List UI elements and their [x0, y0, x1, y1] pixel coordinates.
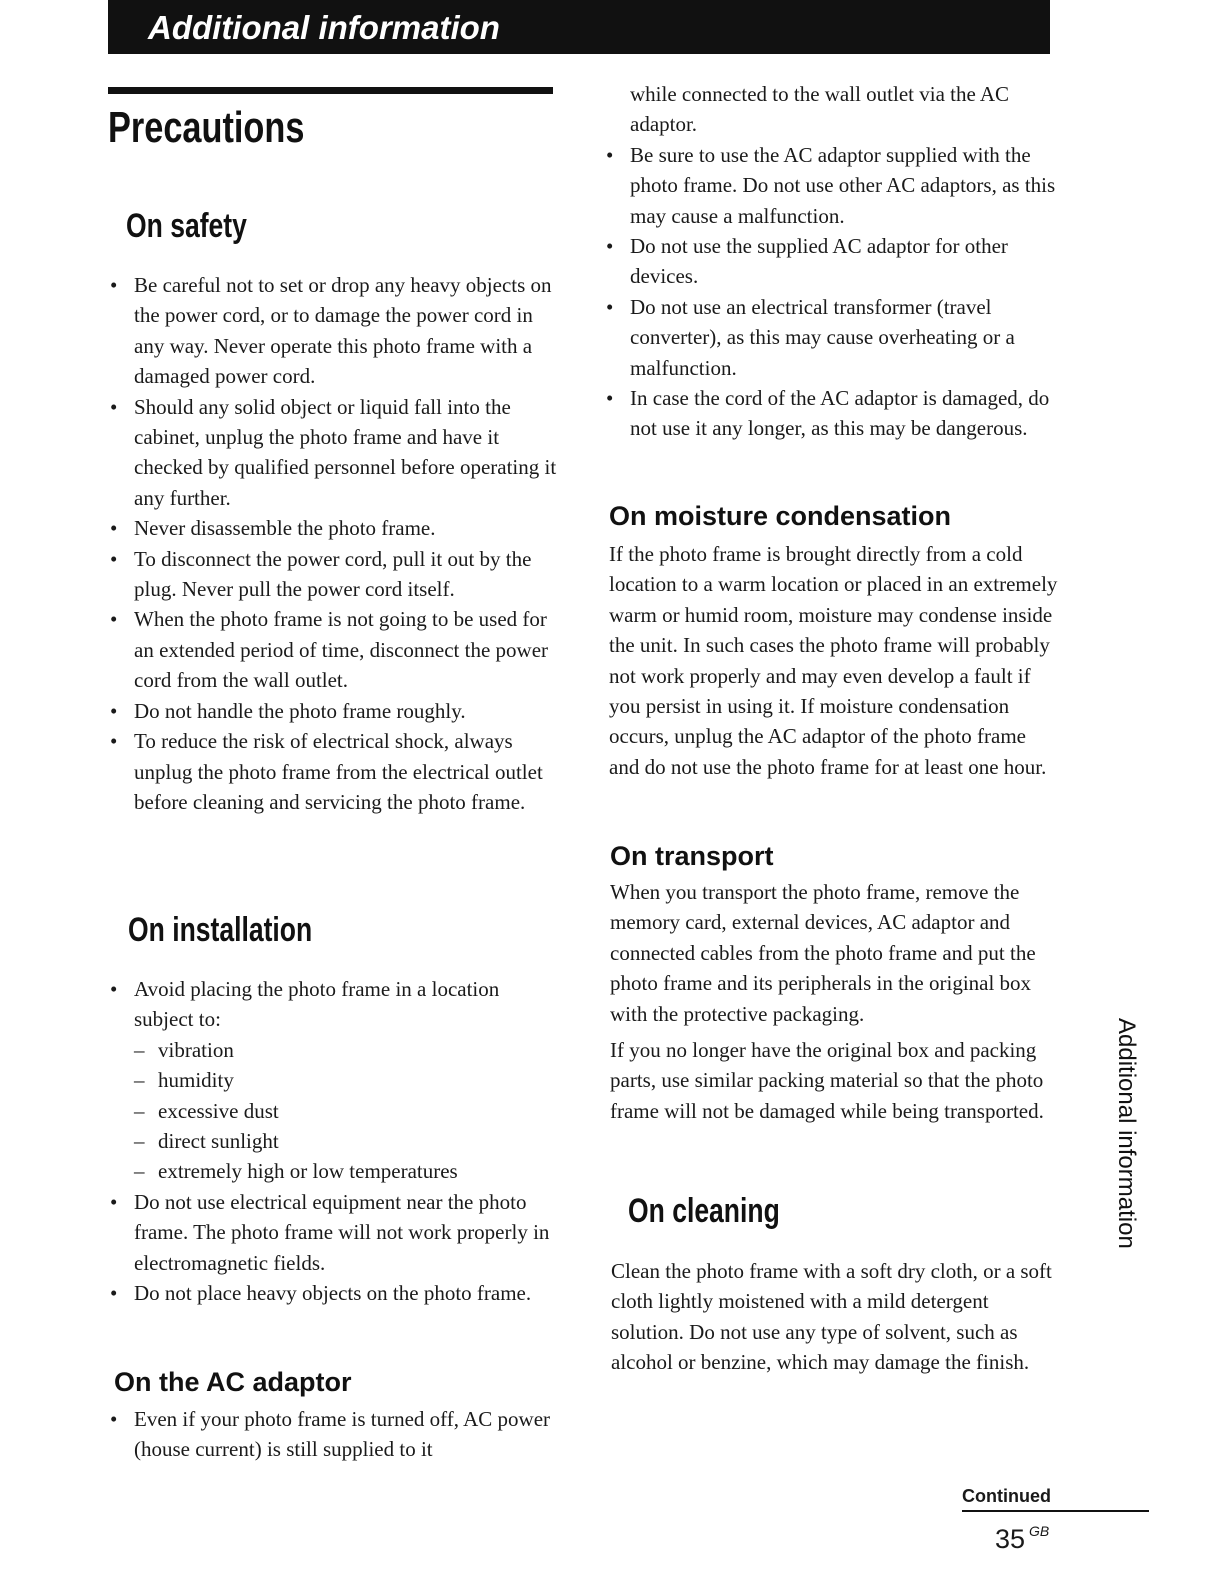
transport-paragraph-1: When you transport the photo frame, remove the memory card, external devices, AC adaptor and connected cables from the photo frame and put the photo frame and its peripherals in the original box with the protective packaging. [610, 880, 1036, 1026]
safety-list [108, 270, 560, 817]
page-title: Precautions [108, 103, 305, 152]
installation-subitem-humidity: – humidity [134, 1065, 560, 1095]
ac-adaptor-item-5: • In case the cord of the AC adaptor is damaged, do not use it any longer, as this may be dangerous. [604, 383, 1056, 444]
safety-item-6: • Do not handle the photo frame roughly. [108, 696, 560, 726]
ac-adaptor-item-3: • Do not use the supplied AC adaptor for other devices. [604, 231, 1056, 292]
transport-paragraph-2: If you no longer have the original box and packing parts, use similar packing material so that the photo frame will not be damaged while being transported. [610, 1038, 1044, 1123]
title-rule [108, 87, 553, 94]
heading-on-cleaning: On cleaning [628, 1192, 780, 1230]
safety-item-1: • Be careful not to set or drop any heavy objects on the power cord, or to damage the power cord in any way. Never operate this photo frame with a damaged power cord. [108, 270, 560, 392]
ac-adaptor-list [108, 1404, 560, 1465]
installation-subitem-sunlight: – direct sunlight [134, 1126, 560, 1156]
section-header-title: Additional information [148, 9, 500, 46]
safety-item-7: • To reduce the risk of electrical shock, always unplug the photo frame from the electrical outlet before cleaning and servicing the photo frame. [108, 726, 560, 817]
installation-item-3: • Do not place heavy objects on the photo frame. [108, 1278, 560, 1308]
heading-on-installation: On installation [128, 911, 313, 949]
heading-on-transport: On transport [610, 841, 774, 871]
heading-on-moisture-condensation: On moisture condensation [609, 501, 952, 531]
ac-adaptor-list-container [108, 1404, 560, 1465]
ac-adaptor-item-2: • Be sure to use the AC adaptor supplied with the photo frame. Do not use other AC adaptors, as this may cause a malfunction. [604, 140, 1056, 231]
safety-item-4: • To disconnect the power cord, pull it out by the plug. Never pull the power cord itself. [108, 544, 560, 605]
cleaning-section [611, 1256, 1061, 1378]
safety-item-2: • Should any solid object or liquid fall into the cabinet, unplug the photo frame and have it checked by qualified personnel before operating it any further. [108, 392, 560, 514]
safety-list-container [108, 270, 560, 817]
installation-item-1 [108, 974, 560, 1187]
installation-list [108, 974, 560, 1308]
moisture-section [609, 539, 1059, 782]
cleaning-paragraph: Clean the photo frame with a soft dry cloth, or a soft cloth lightly moistened with a mild detergent solution. Do not use any type of solvent, such as alcohol or benzine, which may damage the finish. [611, 1259, 1052, 1375]
moisture-paragraph: If the photo frame is brought directly from a cold location to a warm location or placed in an extremely warm or humid room, moisture may condense inside the unit. In such cases the photo frame will probably not work properly and may even develop a fault if you persist in using it. If moisture condensation occurs, unplug the AC adaptor of the photo frame and do not use the photo frame for at least one hour. [609, 542, 1058, 779]
ac-adaptor-item-4: • Do not use an electrical transformer (travel converter), as this may cause overheating or a malfunction. [604, 292, 1056, 383]
heading-on-ac-adaptor: On the AC adaptor [114, 1367, 352, 1397]
installation-item-2: • Do not use electrical equipment near the photo frame. The photo frame will not work properly in electromagnetic fields. [108, 1187, 560, 1278]
safety-item-3: • Never disassemble the photo frame. [108, 513, 560, 543]
installation-subitem-temperatures: – extremely high or low temperatures [134, 1156, 560, 1186]
installation-item-1-text: Avoid placing the photo frame in a location subject to: [134, 977, 500, 1032]
page-number [995, 1516, 1049, 1554]
installation-list-container [108, 974, 560, 1308]
side-tab-label: Additional information [1113, 1018, 1140, 1249]
ac-adaptor-list-continued [604, 79, 1056, 444]
ac-adaptor-item-1-continued: while connected to the wall outlet via the AC adaptor. [630, 82, 1010, 137]
continued-label: Continued [962, 1486, 1051, 1506]
footer-rule [962, 1510, 1149, 1512]
installation-subitem-vibration: – vibration [134, 1035, 560, 1065]
ac-adaptor-continued-container [604, 79, 1056, 444]
ac-adaptor-item-1: • Even if your photo frame is turned off, AC power (house current) is still supplied to it [108, 1404, 560, 1465]
page-number-suffix: GB [1029, 1523, 1050, 1539]
installation-sublist [134, 1035, 560, 1187]
transport-section [610, 877, 1060, 1126]
installation-subitem-dust: – excessive dust [134, 1096, 560, 1126]
heading-on-safety: On safety [126, 207, 247, 245]
page-number-value: 35 [995, 1524, 1026, 1554]
safety-item-5: • When the photo frame is not going to be used for an extended period of time, disconnect the power cord from the wall outlet. [108, 604, 560, 695]
